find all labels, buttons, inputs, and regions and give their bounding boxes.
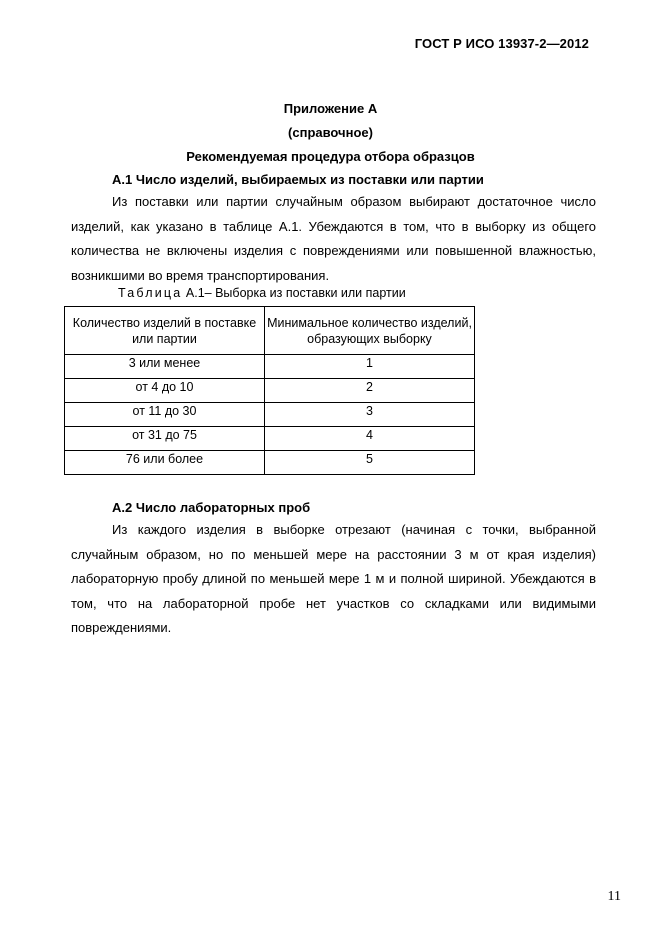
- page-number: 11: [607, 889, 621, 904]
- table-caption-title: А.1– Выборка из поставки или партии: [182, 286, 406, 300]
- table-cell-sample-size: 2: [265, 379, 475, 403]
- table-cell-quantity: 3 или менее: [65, 355, 265, 379]
- table-row: [65, 451, 475, 475]
- table-cell-sample-size: 5: [265, 451, 475, 475]
- table-header-sample-size: Минимальное количество изделий, образующих выборку: [265, 307, 475, 355]
- table-row: [65, 427, 475, 451]
- annex-label: Приложение А: [283, 101, 378, 116]
- table-cell-quantity: 76 или более: [65, 451, 265, 475]
- table-caption-prefix: Таблица: [118, 286, 183, 300]
- table-cell-quantity: от 4 до 10: [65, 379, 265, 403]
- table-caption: [118, 286, 406, 300]
- table-row: [65, 355, 475, 379]
- section-a2-heading: А.2 Число лабораторных проб: [112, 500, 311, 515]
- annex-type: (справочное): [288, 125, 373, 140]
- table-row: [65, 379, 475, 403]
- section-a2-text: Из каждого изделия в выборке отрезают (начиная с точки, выбранной случайным образом, но по меньшей мере на расстоянии 3 м от края изделия) лабораторную пробу длиной по меньшей мере 1 м и полной шириной. Убеждаются в том, что на лабораторной пробе нет участков со складками или видимыми повреждениями.: [71, 522, 596, 635]
- section-a1-heading: А.1 Число изделий, выбираемых из поставки или партии: [112, 172, 484, 187]
- table-row: [65, 403, 475, 427]
- table-header-row: [65, 307, 475, 355]
- table-cell-sample-size: 1: [265, 355, 475, 379]
- table-cell-sample-size: 3: [265, 403, 475, 427]
- table-cell-quantity: от 31 до 75: [65, 427, 265, 451]
- table-cell-sample-size: 4: [265, 427, 475, 451]
- annex-title: Рекомендуемая процедура отбора образцов: [186, 149, 475, 164]
- table-header-quantity: Количество изделий в поставке или партии: [65, 307, 265, 355]
- sampling-table: [64, 306, 475, 475]
- table-cell-quantity: от 11 до 30: [65, 403, 265, 427]
- section-a1-text: Из поставки или партии случайным образом выбирают достаточное число изделий, как указано в таблице А.1. Убеждаются в том, что в выборку из общего количества не включены изделия с повреждениями или повышенной влажностью, возникшими во время транспортирования.: [71, 194, 596, 283]
- document-code: ГОСТ Р ИСО 13937-2—2012: [414, 36, 589, 51]
